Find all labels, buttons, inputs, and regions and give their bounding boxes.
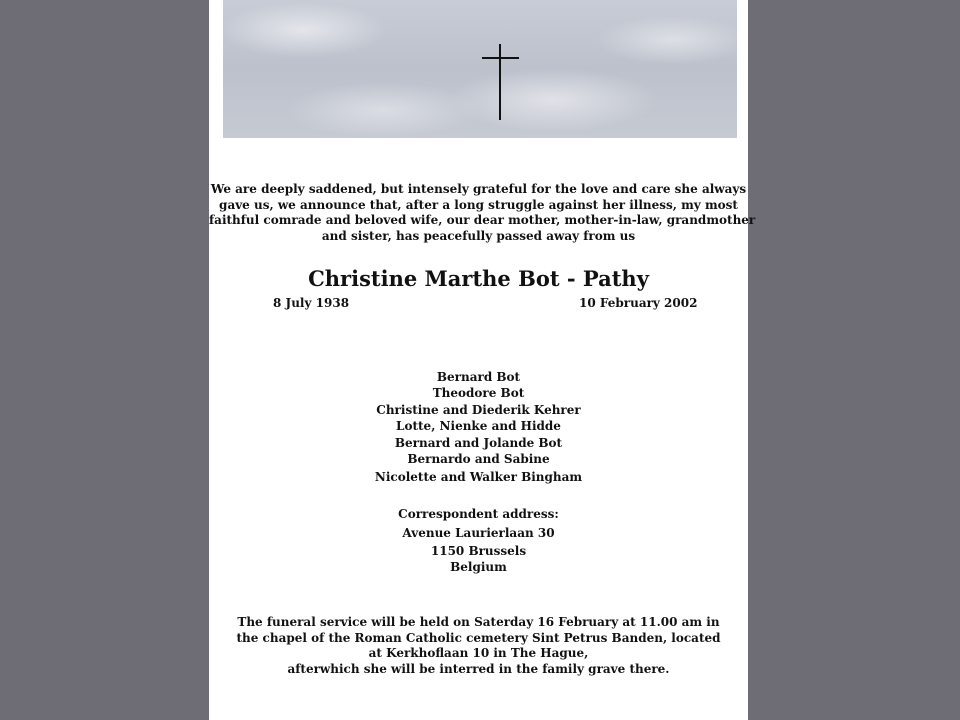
address-street: Avenue Laurierlaan 30: [402, 526, 555, 540]
funeral-line: afterwhich she will be interred in the family grave there.: [287, 661, 670, 676]
intro-line: and sister, has peacefully passed away from us: [321, 228, 636, 243]
intro-text: [209, 182, 756, 244]
deceased-name: Christine Marthe Bot - Pathy: [308, 266, 649, 291]
family-member: Christine and Diederik Kehrer: [376, 403, 581, 417]
address-country: Belgium: [450, 560, 507, 574]
funeral-line: at Kerkhoflaan 10 in The Hague,: [368, 646, 589, 660]
funeral-text: [209, 615, 748, 677]
intro-line: faithful comrade and beloved wife, our dear mother, mother-in-law, grandmother: [209, 213, 756, 227]
family-group: [209, 436, 748, 467]
sky-banner: [223, 0, 737, 138]
death-date: 10 February 2002: [579, 296, 698, 310]
family-member: Lotte, Nienke and Hidde: [396, 418, 561, 433]
funeral-line: The funeral service will be held on Saterday 16 February at 11.00 am in: [237, 615, 720, 629]
intro-line: gave us, we announce that, after a long struggle against her illness, my most: [219, 197, 738, 212]
correspondent-address-label: Correspondent address:: [398, 507, 559, 521]
family-member: Nicolette and Walker Bingham: [374, 470, 583, 484]
family-member: Bernard Bot: [436, 370, 521, 384]
family-group: [209, 403, 748, 434]
family-group: [209, 470, 748, 486]
birth-date: 8 July 1938: [273, 296, 350, 310]
cross-icon: [499, 44, 501, 120]
address-city: 1150 Brussels: [430, 544, 527, 558]
family-member: Theodore Bot: [432, 385, 525, 400]
cross-icon-bar: [482, 57, 519, 59]
family-group: [209, 370, 748, 401]
family-member: Bernard and Jolande Bot: [394, 436, 563, 450]
announcement-page: [209, 0, 756, 720]
family-member: Bernardo and Sabine: [407, 451, 550, 466]
intro-line: We are deeply saddened, but intensely grateful for the love and care she always: [210, 182, 747, 196]
funeral-line: the chapel of the Roman Catholic cemetery Sint Petrus Banden, located: [236, 630, 721, 645]
